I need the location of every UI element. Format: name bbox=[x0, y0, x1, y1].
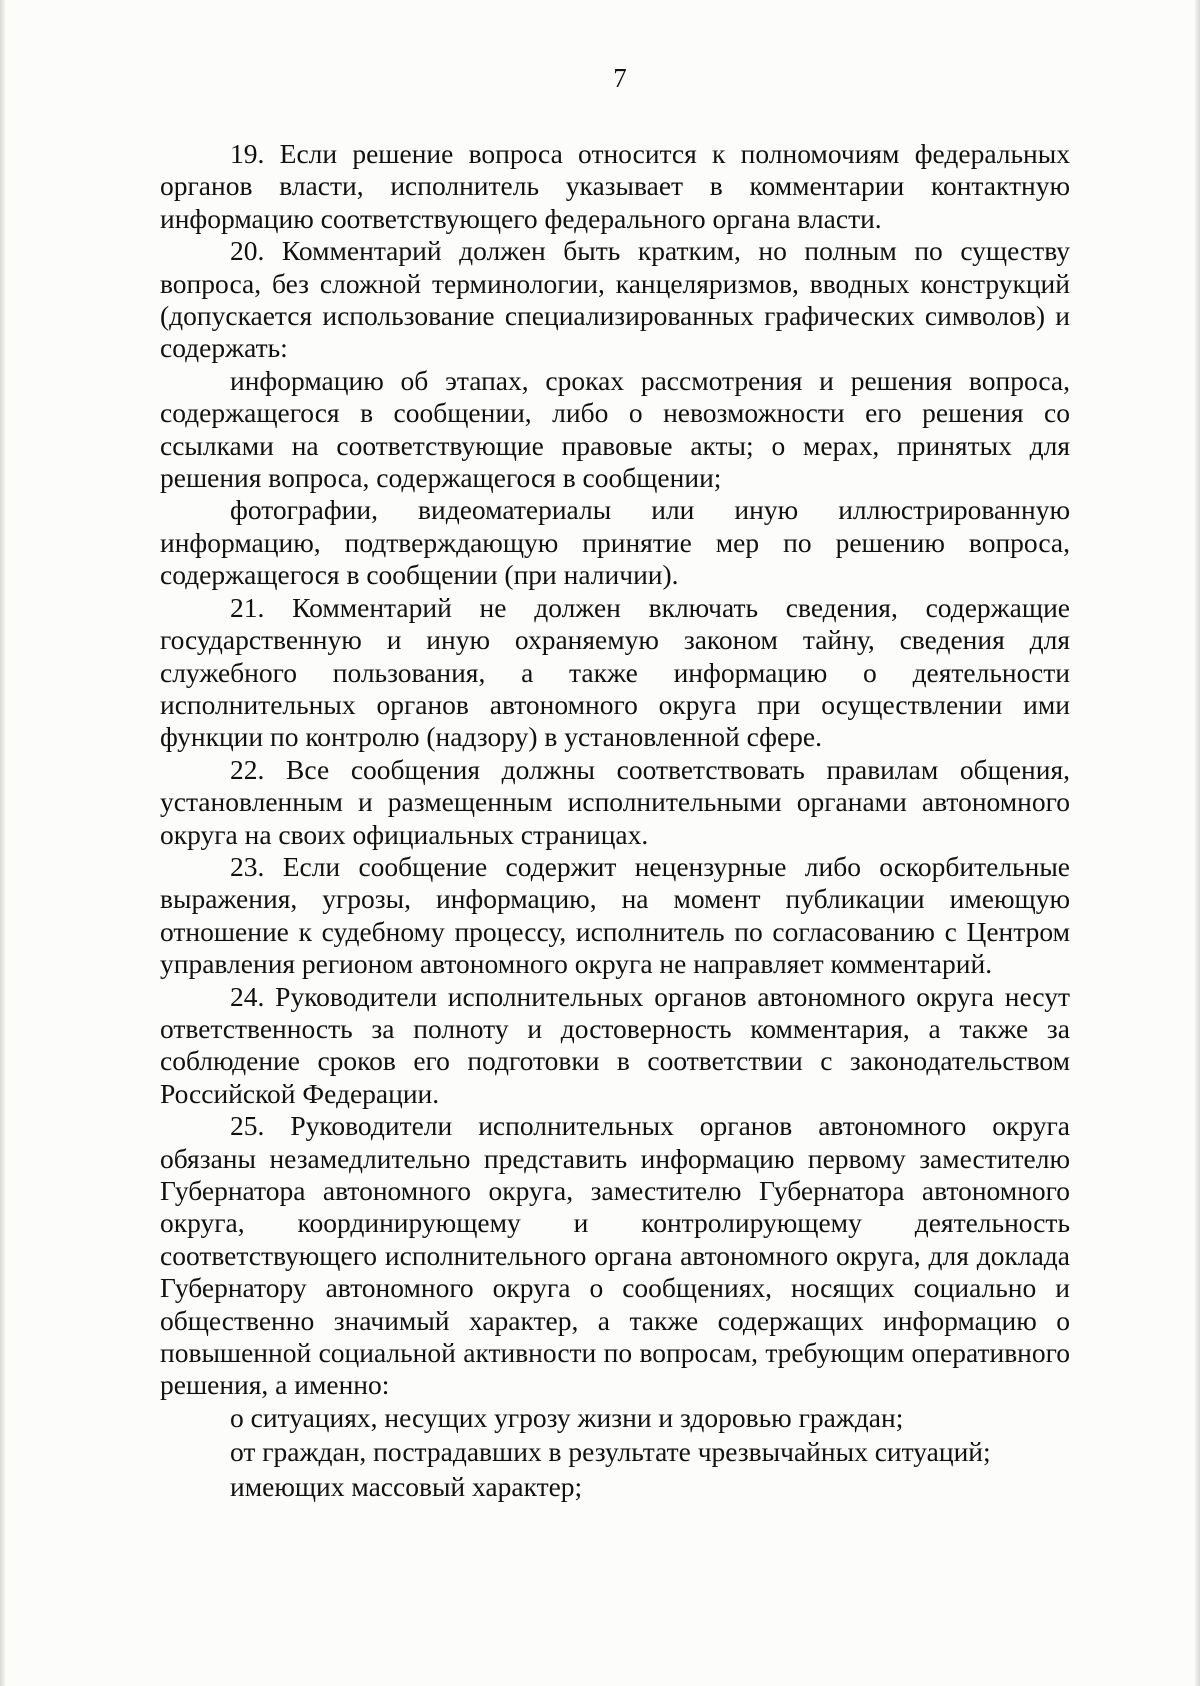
paragraph-20: 20. Комментарий должен быть кратким, но полным по существу вопроса, без сложной терминологии, канцеляризмов, вводных конструкций (допускается использование специализированных графических символов) и содержать: bbox=[160, 235, 1070, 364]
paragraph-24: 24. Руководители исполнительных органов автономного округа несут ответственность за полноту и достоверность комментария, а также за соблюдение сроков его подготовки в соответствии с законодательством Российской Федерации. bbox=[160, 980, 1070, 1109]
paragraph-25: 25. Руководители исполнительных органов автономного округа обязаны незамедлительно представить информацию первому заместителю Губернатора автономного округа, заместителю Губернатора автономного округа, координирующему и контролирующему деятельность соответствующего исполнительного органа автономного округа, для доклада Губернатору автономного округа о сообщениях, носящих социально и общественно значимый характер, а также содержащих информацию о повышенной социальной активности по вопросам, требующим оперативного решения, а именно: bbox=[160, 1110, 1070, 1401]
list-item: имеющих массовый характер; bbox=[230, 1470, 583, 1502]
paragraph-23: 23. Если сообщение содержит нецензурные либо оскорбительные выражения, угрозы, информацию, на момент публикации имеющую отношение к судебному процессу, исполнитель по согласованию с Центром управления регионом автономного округа не направляет комментарий. bbox=[160, 850, 1070, 980]
list-item: от граждан, пострадавших в результате чрезвычайных ситуаций; bbox=[230, 1436, 991, 1468]
paragraph-21: 21. Комментарий не должен включать сведения, содержащие государственную и иную охраняемую законом тайну, сведения для служебного пользования, а также информацию о деятельности исполнительных органов автономного округа при осуществлении ими функции по контролю (надзору) в установленной сфере. bbox=[160, 591, 1070, 753]
paragraph-19: 19. Если решение вопроса относится к полномочиям федеральных органов власти, исполнитель указывает в комментарии контактную информацию соответствующего федерального органа власти. bbox=[160, 138, 1070, 234]
paragraph-20-item-photos: фотографии, видеоматериалы или иную иллюстрированную информацию, подтверждающую принятие мер по решению вопроса, содержащегося в сообщении (при наличии). bbox=[160, 494, 1070, 591]
page-number: 7 bbox=[613, 63, 627, 93]
list-item: о ситуациях, несущих угрозу жизни и здоровью граждан; bbox=[230, 1401, 904, 1433]
paragraph-20-item-info: информацию об этапах, сроках рассмотрения и решения вопроса, содержащегося в сообщении, либо о невозможности его решения со ссылками на соответствующие правовые акты; о мерах, принятых для решения вопроса, содержащегося в сообщении; bbox=[160, 364, 1070, 494]
scan-edge-right bbox=[1194, 0, 1200, 1686]
scan-edge-left bbox=[0, 0, 6, 1686]
document-body bbox=[160, 138, 1070, 1503]
paragraph-22: 22. Все сообщения должны соответствовать правилам общения, установленным и размещенным исполнительными органами автономного округа на своих официальных страницах. bbox=[160, 753, 1070, 850]
